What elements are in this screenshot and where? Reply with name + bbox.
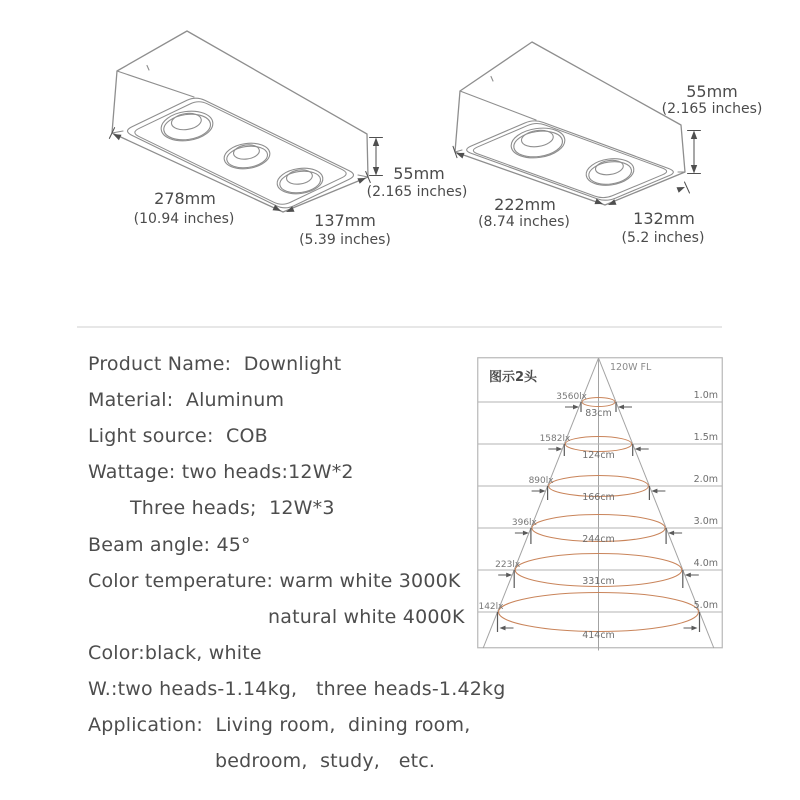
height-dimension [688, 131, 701, 174]
fixture-panel-inner [473, 123, 666, 197]
beam-diagram [477, 357, 723, 651]
distance-label: 2.0m [693, 474, 718, 485]
lux-label: 223lx [495, 560, 521, 570]
fixture-silhouette [455, 42, 685, 205]
length-inches-label: (8.74 inches) [478, 214, 570, 230]
lamp-wattage-label: 120W FL [610, 362, 652, 373]
diagram-title: 图示2头 [489, 370, 538, 385]
width-label: 137mm [314, 211, 376, 230]
spec-line: Color:black, white [88, 641, 262, 664]
lamp-opening [584, 156, 635, 188]
section-divider [77, 326, 722, 328]
lamp-opening [222, 140, 271, 171]
dimension-arrowhead [500, 626, 506, 631]
dimension-arrow [113, 134, 122, 140]
width-inches-label: (5.2 inches) [621, 230, 705, 246]
lamp-opening [275, 165, 324, 196]
fixture-three-head [109, 31, 467, 248]
spec-line: W.:two heads-1.14kg, three heads-1.42kg [88, 677, 506, 700]
lux-label: 142lx [478, 602, 504, 612]
spec-line: bedroom, study, etc. [215, 750, 436, 773]
width-inches-label: (5.39 inches) [299, 232, 391, 248]
fixture-screw-mark [491, 77, 493, 82]
distance-label: 4.0m [693, 558, 718, 569]
fixture-wall-edge [117, 71, 194, 97]
spec-line: Three heads; 12W*3 [130, 497, 335, 520]
dimension-arrow [677, 187, 686, 193]
lux-label: 1582lx [539, 434, 571, 444]
dimension-arrowhead [692, 626, 698, 631]
distance-label: 1.5m [693, 432, 718, 443]
spec-line: Color temperature: warm white 3000K [88, 569, 461, 592]
distance-label: 1.0m [693, 390, 718, 401]
fixture-two-head [453, 42, 762, 246]
lux-label: 890lx [528, 476, 554, 486]
spec-line: Wattage: two heads:12W*2 [88, 461, 354, 484]
length-label: 222mm [494, 195, 556, 214]
height-label: 55mm [686, 82, 738, 101]
lux-label: 3560lx [556, 392, 588, 402]
fixture-wall-edge [460, 91, 536, 120]
distance-label: 5.0m [693, 600, 718, 611]
spec-line: Beam angle: 45° [88, 533, 251, 556]
height-inches-label: (2.165 inches) [661, 101, 763, 117]
spec-line: Light source: COB [88, 425, 268, 448]
distance-label: 3.0m [693, 516, 718, 527]
fixture-screw-mark [147, 66, 149, 71]
diameter-label: 166cm [582, 492, 615, 503]
diameter-label: 244cm [582, 534, 615, 545]
length-inches-label: (10.94 inches) [133, 211, 235, 227]
spec-line: natural white 4000K [268, 605, 465, 628]
lamp-opening [159, 108, 215, 144]
height-label: 55mm [393, 164, 445, 183]
fixture-bevel [112, 131, 368, 177]
fixture-silhouette [112, 31, 368, 212]
dimension-tick [685, 182, 690, 193]
width-label: 132mm [633, 209, 695, 228]
lamp-opening [509, 125, 567, 161]
diameter-label: 414cm [582, 630, 615, 641]
diameter-label: 83cm [585, 408, 612, 419]
diameter-label: 124cm [582, 450, 615, 461]
height-inches-label: (2.165 inches) [366, 184, 468, 200]
height-dimension [370, 138, 383, 176]
diameter-label: 331cm [582, 576, 615, 587]
spec-line: Material: Aluminum [88, 389, 285, 412]
dimension-arrow [357, 178, 366, 184]
spec-line: Application: Living room, dining room, [88, 714, 471, 736]
length-label: 278mm [154, 189, 216, 208]
fixture-drawings [0, 0, 800, 340]
fixture-bevel [455, 150, 685, 172]
spec-line: Product Name: Downlight [88, 353, 342, 375]
lux-label: 396lx [511, 518, 537, 528]
